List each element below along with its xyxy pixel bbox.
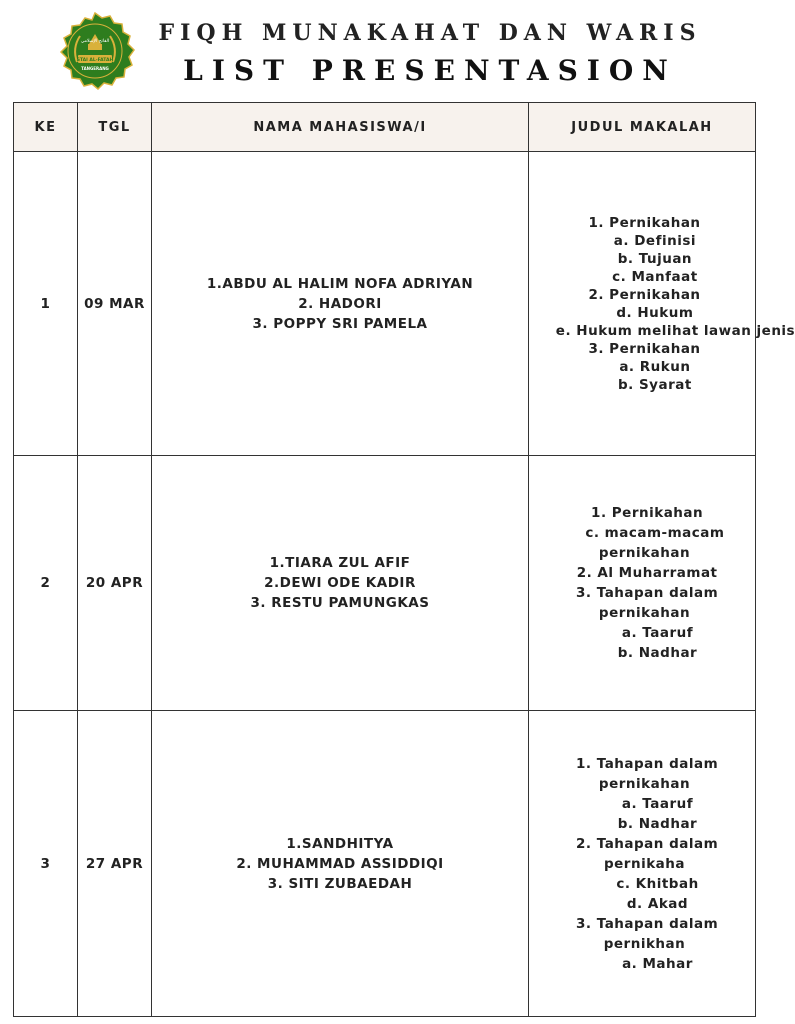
cell-topics: [529, 711, 756, 1017]
topic-line: c. Khitbah: [590, 875, 699, 892]
cell-names: [152, 711, 529, 1017]
student-name: 3. RESTU PAMUNGKAS: [250, 595, 430, 611]
cell-ke: 3: [14, 711, 78, 1017]
student-name: 1.TIARA ZUL AFIF: [269, 555, 411, 571]
cell-tgl: 27 APR: [78, 711, 152, 1017]
institution-logo: [52, 12, 138, 92]
topic-line: a. Taaruf: [595, 625, 694, 641]
logo-caption: TANGERANG: [81, 66, 109, 71]
topic-line: 3. Pernikahan: [588, 340, 701, 357]
column-header-tgl: TGL: [78, 103, 152, 152]
cell-tgl: 09 MAR: [78, 152, 152, 456]
topic-line: 3. Tahapan dalam pernikahan: [570, 585, 724, 621]
topic-line: b. Syarat: [597, 376, 692, 393]
column-header-judul: JUDUL MAKALAH: [529, 103, 756, 152]
student-name: 2. MUHAMMAD ASSIDDIQI: [236, 855, 444, 872]
logo-arabic-text: الفاتح الإسلامي: [80, 39, 110, 44]
table-row: [14, 152, 756, 456]
topic-line: 2. Pernikahan: [588, 286, 701, 303]
cell-tgl: 20 APR: [78, 456, 152, 711]
cell-names: [152, 456, 529, 711]
column-header-ke: KE: [14, 103, 78, 152]
page-title: FIQH MUNAKAHAT DAN WARIS: [158, 20, 702, 46]
cell-names: [152, 152, 529, 456]
logo-banner-text: STAI AL-FATAH: [76, 58, 114, 63]
topic-line: 2. Tahapan dalam pernikaha: [570, 835, 724, 872]
topic-line: 1. Pernikahan: [585, 505, 704, 521]
cell-ke: 1: [14, 152, 78, 456]
topic-line: d. Hukum: [595, 304, 694, 321]
student-name: 2. HADORI: [298, 295, 382, 312]
column-header-nama: NAMA MAHASISWA/I: [152, 103, 529, 152]
student-name: 1.ABDU AL HALIM NOFA ADRIYAN: [206, 275, 474, 292]
table-header-row: [14, 103, 756, 152]
topic-line: 1. Tahapan dalam pernikahan: [570, 755, 724, 792]
topic-line: c. Manfaat: [591, 268, 698, 285]
cell-topics: [529, 456, 756, 711]
table-row: [14, 456, 756, 711]
student-name: 1.SANDHITYA: [286, 835, 394, 852]
topic-line: a. Rukun: [598, 358, 691, 375]
topic-line: a. Mahar: [596, 955, 693, 972]
topic-line: 1. Pernikahan: [588, 214, 701, 231]
topic-line: 3. Tahapan dalam pernikhan: [570, 915, 724, 952]
student-name: 2.DEWI ODE KADIR: [264, 575, 416, 591]
student-name: 3. SITI ZUBAEDAH: [267, 875, 413, 892]
topic-line: a. Taaruf: [595, 795, 694, 812]
cell-topics: [529, 152, 795, 456]
student-name: 3. POPPY SRI PAMELA: [252, 315, 428, 332]
topic-line: b. Nadhar: [591, 645, 698, 661]
page-subtitle: LIST PRESENTASION: [183, 54, 677, 87]
topic-line: e. Hukum melihat lawan jenis: [535, 322, 795, 339]
cell-ke: 2: [14, 456, 78, 711]
topic-line: b. Tujuan: [596, 250, 693, 267]
institution-seal-icon: [61, 13, 134, 89]
topic-line: b. Nadhar: [591, 815, 698, 832]
topic-line: d. Akad: [600, 895, 689, 912]
topic-line: c. macam-macam pernikahan: [564, 525, 730, 561]
table-row: [14, 711, 756, 1017]
topic-line: a. Definisi: [592, 232, 696, 249]
topic-line: 2. Al Muharramat: [571, 565, 718, 581]
presentation-table: [13, 102, 795, 1017]
